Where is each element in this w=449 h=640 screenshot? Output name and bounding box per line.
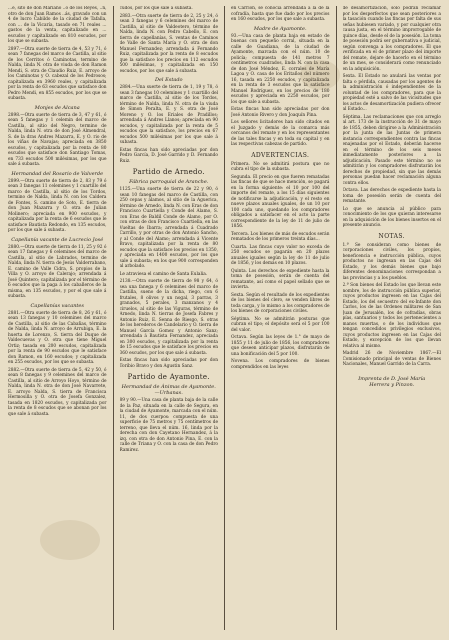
section-heading: NOTAS. [378, 232, 405, 240]
paragraph: ...é, sito de don Mariano ..o de los Reyes, ..n, otro de don Juan Ramos ..ás, gravado con un 4 de lucro Cabildo de la ciudad de Tafalla, con ... de la Vicaría, tasado en 71 reales ... gastos de la venta, capitalizado en ... escudos y capitalizado en 810 escudos, por los que se subasta. [8, 6, 107, 44]
paragraph: Tercera. Los bienes de más de escudos serán rematados de los primeros treinta días... [231, 231, 330, 242]
paragraph: 2883.—Otra suerte de tierra de 2, 25 y 24, ó sean 3 fanegas y 6 celemines del marco de Castilla, al sitio de Valdeotero, término de Nalda, linda N. con Pedro Cabello, E. con tierra de capellanías, S. ventas de Caminos de Valle de Santa María y O. otra de don Manuel Fernandez; arrendada á Fernando Ruiz, capitalizada por la renta de 8 escudos que la satisface los precios en 112 escudos 500 milésimas, y capitalizada en 150 escudos, por los que sale á subasta. [119, 13, 218, 74]
paragraph: Lo que se anuncia al público para conocimiento de los que quieran interesarse en la adquisición de los bienes insertos en el presente anuncio. [342, 206, 441, 228]
section-heading: ADVERTENCIAS. [251, 151, 310, 159]
paragraph: Quinta. Los derechos de expediente hasta la toma de posesión, serán de cuenta del rematante, así como el papel sellado que se invierta. [231, 268, 330, 290]
column-rule [336, 6, 337, 630]
paragraph: de desamortización, solo podrán reclamar por los desperfectos que sean posteriores a la tasación cuando las fincas por falta de sus señas hubiesen variado, y por cualquier otra causa justa, en el término improrrogable de quince días, desde el de la posesión. La toma de posesión podrá ser gubernativa o judicial, según convenga a los compradores. El que verificada en el de primer plazo del importe del remate, dejare de hacerlo en el término de un mes, se considerará como renunciado en la adquisición. [342, 6, 441, 72]
column-3 [231, 6, 330, 630]
paragraph: 2138.—Otra suerte de tierra de 98 y 64, ó sea una fanega y 6 celemines del marco de Castilla, sueno de la dicha, riego, con 6 frutales, 8 olivos y un nogal, 3 parras, 3 granados, 5 perales, 3 manzanos y 4 ciruelos, al sitio de las Viguras, término de Arnedo, linda N. tierras de Josefa Fabres y Antonio Ruiz, E. Senna de Riesgo, S. otras de los herederos de Candelario y O. tierra de Manuel García Gomez y Antonio Sanz; arrendada á Bautista Fernandez, apreciada en 300 escudos, y capitalizada por la renta de 15 escudos que le satisface los precios en 360 escudos, por los que sale á subasta. [119, 279, 218, 356]
printer-imprint [343, 376, 442, 388]
section-heading: Monjes de Alcana [34, 104, 80, 111]
paragraph: Cuarta. Las fincas cuyo valor no exceda de 250 escudos se pagarán en 20 plazos anuales iguales según la ley de 11 de julio de 1856, y los demás en 10 plazos. [231, 244, 330, 266]
paragraph: en Carrión, se conocía arrendada á la de la cofradía, hasta que fue dado por los precios en 160 escudos, por los que sale a subasta. [231, 6, 330, 22]
paragraph: Novena. Los compradores de bienes comprendidos en las leyes [231, 359, 330, 370]
paragraph: 2884.—Una suerte de tierra de 1, 19 y 78, ó sean 3 fanegas 10 celemines y 1 cuartillo del marco de Castilla, al sitio de los Tordos, término de Nalda, linda N. otra de la viuda de Simon Peralta, E. y S. otra de José Moreno y O. los Eriales de Pradillos; arrendada á Andres Llanos; apreciada en 90 escudos, y capitalizada por la renta de 5 escudos que la satisface, los precios en 67 escudos 500 milésimas por los que sale á subasta. [119, 85, 218, 145]
paragraph: Estas fincas han sido apreciadas por don José Antonio Rivero y don Joaquín Pina. [231, 107, 330, 118]
paragraph: Sexta. Según el resultado de los expedientes de los bienes del clero, se venden libres de toda carga, y lo mismo a los compradores de los bienes de corporaciones civiles. [231, 292, 330, 314]
paragraph: 2899.—Otra suerte de tierra de 2, 83 y 79 ó sean 3 fanegas 11 celemines y 1 cuartillo del marco de Castilla, al sitio de los Tordos, termino de Nalda, linda N. con los Caldera de Fontes, S. camino de Soto, E. tierra de don Juan Mazarra y O. otra de Julian Molinero; apreciada en 900 escudos, y capitalizada por la renta de 6 escudos que le satisface Bautista Redondo, en 135 escudos, por los que sale á subasta. [8, 178, 107, 233]
paragraph: 89 y 90.—Una casa de planta baja de la calle de la Paz, situada en la calle de Segura, en la ciudad de Ayamonte, marcada con el núm. 11, de dos cuerpos: compuesta de una superficie de 75 metros y 75 centímetros de terreno, que lleva el núm. 16, linda por la derecha con don Cayetano Hernandez, á la izq. con otra de don Antonio Pina, E. con la calle de Triana y O. con la casa de don Pedro Ramirez. [119, 398, 218, 453]
paragraph: 1125.—Una suerte de tierra de 22 y 90, ó sean 10 fanegas del marco de Castilla, con 250 cepas y álamos, al sitio de la Aguerica, término de Arnedo, linda N. con Eras de don Francisco Cuartiella y Conde del Alamo, S. con Eras de Baldil Conde de Alamo, por O. con otras de don Francisco Cuartiella, en las Vueltas de Ibarra; arrendada á Cuadrado Carrillo, y por otras de don Antonio Sancho, y al Conde del Alamo; arrendada á Vicente Bravo, capitalizada por la renta de 80 escudos que la satisface los precios en 1350, y apreciada en 1400 escudos, por los que sale á subasta; en los que 900 corresponden al arbolado. [119, 187, 218, 269]
paragraph: Octava. Las derechos de expediente hasta la toma de posesión serán de cuenta del rematante. [342, 188, 441, 204]
section-heading: Capellanías vacantes [30, 302, 84, 309]
column-4-body [343, 6, 442, 368]
paragraph: 93.—Una casa de planta baja en estado de buenas con pequeño corral, situada en la calle de Guadiana, de la ciudad de Ayamonte, marcada con el núm. 10 de policía; compuesta de 141 metros 7 centímetros cuadrados, linda N. con la casa de don José Méndez, E. corrales de María Lagoa y O. casa de los Eritaños del número 16, tasada en 2250 escudos, y capitalizada en la renta de 3 escudos que la satisface Manuel Rodríguez, en los precios de 180 escudos y apreciada en 2250 escudos, por los que sale a subasta. [231, 33, 330, 105]
column-rule [113, 6, 114, 630]
paragraph: Le atraviesa el camino de Santa Eulalia. [119, 271, 208, 277]
paragraph: Estas fincas han sido apreciadas por don Toribio Bravo y don Agustin Sanz. [119, 358, 218, 369]
section-heading: Madre de Ayamonte. [253, 25, 307, 32]
paragraph: 1.ª Se consideran como bienes de corporaciones civiles, los propios, beneficencia e instrucción pública, cuyos productos no ingresan en las Cajas del Estado, y los demás bienes que bajo diferentes denominaciones correspondan a las provincias y a los pueblos. [342, 242, 441, 281]
section-heading: Partido de Ayamonte. [127, 373, 210, 381]
paragraph: 2897.—Otra suerte de tierra de 4, 53 y 71, ó sean 7 fanegas del marco de Castilla, al sitio de los Cerritos ó Caminotas, termino de Nalda, linda N. otra de viuda de don Ramon Mendi, S. otra de Claudio Ruiz, E. arroyo de los Caminotas y O. cabezal de los Pedrosos; capitalizada en 3960 reales, y capitalizada por la renta de 63 escudos que satisface don Pedro Mendi, en 855 escudos, por los que se subasta. [8, 46, 107, 101]
paragraph: Madrid 26 de Noviembre 1867.—El Comisionado principal de ventas de Bienes Nacionales, Manuel Garrido de la Carra. [342, 351, 441, 367]
paragraph: 2882.—Otra suerte de tierra de 5, 42 y 50, ó sean 8 fanegas y 9 celemines del marco de Castilla, al sitio de Arroyo Hoyo, término de Nalda, linda N. otra de don José Navarrete, E. arroyo Nalda, S. tierra de Francisca Hermosilla y O. otra de Josefa Gonzalez, tasada en 1820 escudos, y capitalizada por la renta de 8 escudos que se abonan por los que sale á subasta. [8, 367, 107, 417]
paragraph: 2898.—Otra suerte de tierra de 3, 47 y 61, ó sean 5 fanegas y 1 celemin del marco de Castilla, al sitio del Negro, termino de Nalda, linda N. otra de don José Almendral, S. de la dras Andres Mazarra, E. y O. rio de los viñas de Navajas; apreciada en 3850 escudos, y capitalizada por la renta de 80 escudos que satisface don Santiago Tomas, en 733 escudos 500 milésimas, por los que sale á subasta. [8, 112, 107, 167]
paragraph: Sexta. El Estado no anulará las ventas por falta o pérdida, causadas por los agentes de la administración ó independientes de la voluntad de los compradores, para que la propiedad esté a salvo de las vicisitudes que los actos de desamortización pudiera ofrecer al Estado... [342, 74, 441, 112]
paragraph: 2.ª Son bienes del Estado los que llevan este nombre, los de instrucción pública superior, cuyos productos ingresen en las Cajas del Estado, los del secuestro del ex-Infante don Carlos, los de las Ordenes militares de San Juan de Jerusalén, los de cofradías, obras pías, santuarios y todos los pertenecientes a manos muertas, o de los individuos que tengan concedidos privilegios exclusivos, cuyos productos ingresen en las Cajas del Estado, y excepción de los que llevan relativa al mismo. [342, 283, 441, 349]
column-2 [120, 6, 219, 630]
section-heading: Capellanía vacante de Lucrecio José [11, 236, 104, 243]
paragraph: Séptima. Las reclamaciones que con arreglo al art. 173 de la instrucción de 31 de mayo de 1855, deben dirigirse a la Administración por la junta de las Juntas de primera instancia correspondientes contra las fincas enajenadas por el Estado, deberán hacerse en el término de los seis meses inmediatamente posteriores a la adjudicación. Pasado este término no se admitirán y los compradores disfrutarán los derechos de propiedad, sin que las demás personas puedan hacer reclamación alguna contra ellos. [342, 114, 441, 186]
paragraph: Octava. Según las leyes de 1.° de mayo de 1855 y 11 de julio de 1856, los compradores que deseen anticipar plazos, disfrutarán de una bonificación del 5 por 100. [231, 335, 330, 357]
column-rule [224, 6, 225, 630]
section-heading: Hermandad del Rosario de Valverde [11, 170, 104, 177]
columns [8, 6, 441, 630]
imprint-line-1: Imprenta de D. José María [358, 375, 426, 382]
paragraph: Los señores licitadores han sido citados en el Juzgado y demás de la comarca más cercanos del remate y en los representantes de las tales fincas y en toda su capital y en las respectivas cabezas de partido. [231, 120, 330, 147]
paragraph: 2881.—Otra suerte de tierra de 8, 26 y 61, ó sean 13 fanegas y 10 celemines del marco de Castilla, al sitio de las Cabañas, término de Nalda, linda N. arroyo de Arrubiga, E. la huerta de Lorenzo, S. tierra del Duque de Valdecuevas y O. otra que tiene Miguel Ortiz; tasada en 200 escudos, capitalizada por la renta de 90 escudos que le satisface don Ramon, en 160 escudos; y capitalizada en 255 escudos, por los que se subasta. [8, 310, 107, 365]
paragraph: Primera. No se admitirá postura que no cubra el tipo de la subasta. [231, 161, 330, 172]
section-heading: Fábrica parroquial de Aranche. [129, 179, 209, 185]
paragraph: Séptima. No se admitirán posturas que cubran el tipo; el depósito será el 5 por 100 del valor. [231, 316, 330, 333]
column-1 [8, 6, 107, 630]
section-heading: Partido de Arnedo. [132, 168, 205, 176]
paragraph: 2880.—Otra suerte de tierra de 11, 25 y 92 ó sean 17 fanegas y 6 celemines del marco de Castilla, al sitio de Labrados, termino de Nalda, linda N. tierra de Jesús Valderrabano, E. camino de Valle Cidra, S. propios de la Villa y O. arroyo de Calerajo; arrendada á José Quintero; capitalizada por el término de 6 escudos que la paga á los caballeros de la misma, en 135 escudos, y por el que sale á subasta. [8, 244, 107, 299]
paragraph: cudos, por los que sale á subasta. [119, 6, 193, 11]
section-heading: Hermandad de Ánimas de Ayamonte.—Urbanas. [121, 384, 216, 396]
section-heading: Del Estado [154, 77, 183, 83]
imprint-line-2: Herrera y Pinzon. [369, 381, 415, 388]
paragraph: Estas fincas han sido apreciadas por don Pedro García, D. José Garrido y D. Fernando Ruiz. [119, 147, 218, 164]
column-4 [343, 6, 442, 630]
paragraph: Segunda. El precio en que fueren rematadas las fincas de que se hace mención, se pagará en la forma siguiente: el 10 por 100 del importe del remate, a los 15 días siguientes de notificarse la adjudicación, y el resto en nueve plazos anuales iguales, de un 10 por 100 cada uno, quedando los compradores obligados a satisfacer en el acto la parte correspondiente de la ley de 11 de julio de 1856. [231, 174, 330, 229]
